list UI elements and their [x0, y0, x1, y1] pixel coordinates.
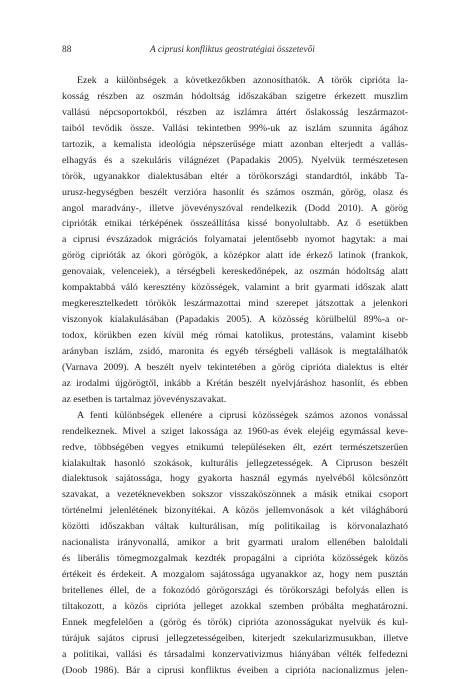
- text-line: az irodalmi újgörögtől, inkább a Krétán beszélt nyelvjáráshoz hasonlít, és ebben: [62, 377, 408, 389]
- text-line: az esetben is tartalmaz jövevényszavakat.: [62, 393, 227, 405]
- text-line: arányban iszlám, zsidó, maronita és egyéb térségbeli vallások is megtalálhatók: [62, 345, 408, 357]
- text-line: (Varnava 2009). A beszélt nyelv tekintetében a görög ciprióta dialektus is eltér: [62, 361, 408, 373]
- text-line: tartozik, a kemalista ideológia népszerűsége miatt azonban elterjedt a vallás-: [62, 138, 408, 150]
- text-line: (Doob 1986). Bár a ciprusi konfliktus éveiben a ciprióta nacionalizmus jelen-: [62, 664, 408, 676]
- text-line: és liberális tömegmozgalmak kezdték propagálni a ciprióta közösségek közös: [62, 553, 408, 565]
- text-line: nacionalista irányvonallá, amikor a brit gyarmati uralom ellenében baloldali: [62, 537, 408, 549]
- page-number: 88: [62, 45, 72, 55]
- text-line: közötti időszakban váltak kulturálisan, míg politikailag is körvonalazható: [62, 521, 408, 533]
- text-line: túrájuk sajátos ciprusi jellegzetességeiben, kiterjedt szekularizmusukban, illetve: [62, 632, 408, 644]
- text-line: britellenes éllel, de a fokozódó görögországi és törökországi befolyás ellen is: [62, 585, 408, 596]
- body-text: [62, 73, 408, 679]
- paragraph-2: [62, 408, 408, 679]
- text-line: görög ciprióták az ókori görögök, a középkor alatt ide érkező latinok (frankok,: [62, 250, 408, 262]
- text-line: megkeresztelkedett törökök leszármazottai mind szerepet játszottak a jelenkori: [62, 298, 408, 310]
- text-line: ciprióták etnikai térképének összeállítása kissé bonyolultabb. Az ő esetükben: [62, 218, 408, 230]
- text-line: kompaktabbá váló keresztény közösségek, valamint a brit gyarmati időszak alatt: [62, 282, 408, 294]
- text-line: Ezek a különbségek a következőkben azonosíthatók. A török ciprióta la-: [77, 75, 408, 86]
- running-head: [62, 45, 408, 59]
- text-line: rendelkeznek. Mivel a sziget lakossága az 1960-as évek elejéig egymással keve-: [62, 425, 408, 437]
- text-line: kialakultak hasonló szokások, kulturális jellegzetességek. A Cipruson beszélt: [62, 457, 408, 469]
- text-line: genovaiak, velenceiek), a térségbeli kereskedőnépek, az oszmán hódoltság alatt: [62, 266, 408, 278]
- text-line: angol maradvány-, illetve jövevényszóval rendelkezik (Dodd 2010). A görög: [62, 202, 408, 214]
- running-title: A ciprusi konfliktus geostratégiai összetevői: [150, 45, 315, 55]
- paragraph-1: [62, 73, 408, 408]
- text-line: todox, körükben ezen kívül még római katolikus, protestáns, valamint kisebb: [62, 330, 408, 341]
- text-line: elhagyás és a szekuláris világnézet (Papadakis 2005). Nyelvük természetesen: [62, 154, 408, 166]
- text-line: urusz-hegységben beszélt verzióra hasonlít és számos oszmán, görög, olasz és: [62, 186, 408, 198]
- text-line: tiltakozott, a közös ciprióta jelleget azokkal szemben próbálta meghatározni.: [62, 600, 408, 612]
- text-line: viszonyok kialakulásában (Papadakis 2005). A közösség körülbelül 89%-a or-: [62, 314, 408, 326]
- text-line: redve, többségében vegyes etnikumú településeken élt, ezért természetszerűen: [62, 441, 408, 453]
- text-line: török, ugyanakkor dialektusában eltér a törökországi standardtól, inkább Ta-: [62, 170, 408, 182]
- text-line: szavakat, a vezetéknevekben sokszor visszaköszönnek a másik etnikai csoport: [62, 489, 408, 501]
- text-line: kosság részben az oszmán hódoltság időszakában szigetre érkezett muszlim: [62, 90, 408, 102]
- text-line: dialektusok sajátossága, hogy gyakorta használ egymás nyelvéből kölcsönzött: [62, 473, 408, 485]
- text-line: történelmi jelenlétének bizonyítékai. A közös jellemvonások a két világháború: [62, 505, 408, 517]
- text-line: értékeit és érdekeit. A mozgalom sajátossága ugyanakkor az, hogy nem pusztán: [62, 569, 408, 581]
- text-line: a politikai, vallási és társadalmi konzervativizmus hiányában vélték felfedezni: [62, 648, 408, 660]
- text-line: A fenti különbségek ellenére a ciprusi közösségek számos azonos vonással: [77, 409, 408, 421]
- text-line: taiból tevődik össze. Vallási tekintetben 99%-uk az iszlám szunnita ágához: [62, 122, 408, 134]
- text-line: a ciprusi évszázadok migrációs folyamatai jelentősebb nyomot hagytak: a mai: [62, 234, 408, 246]
- text-line: Ennek megfelelően a (görög és török) ciprióta azonosságukat nyelvük és kul-: [62, 616, 408, 628]
- text-line: vallású népcsoportokból, részben az iszlámra áttért őslakosság leszármazot-: [62, 106, 408, 118]
